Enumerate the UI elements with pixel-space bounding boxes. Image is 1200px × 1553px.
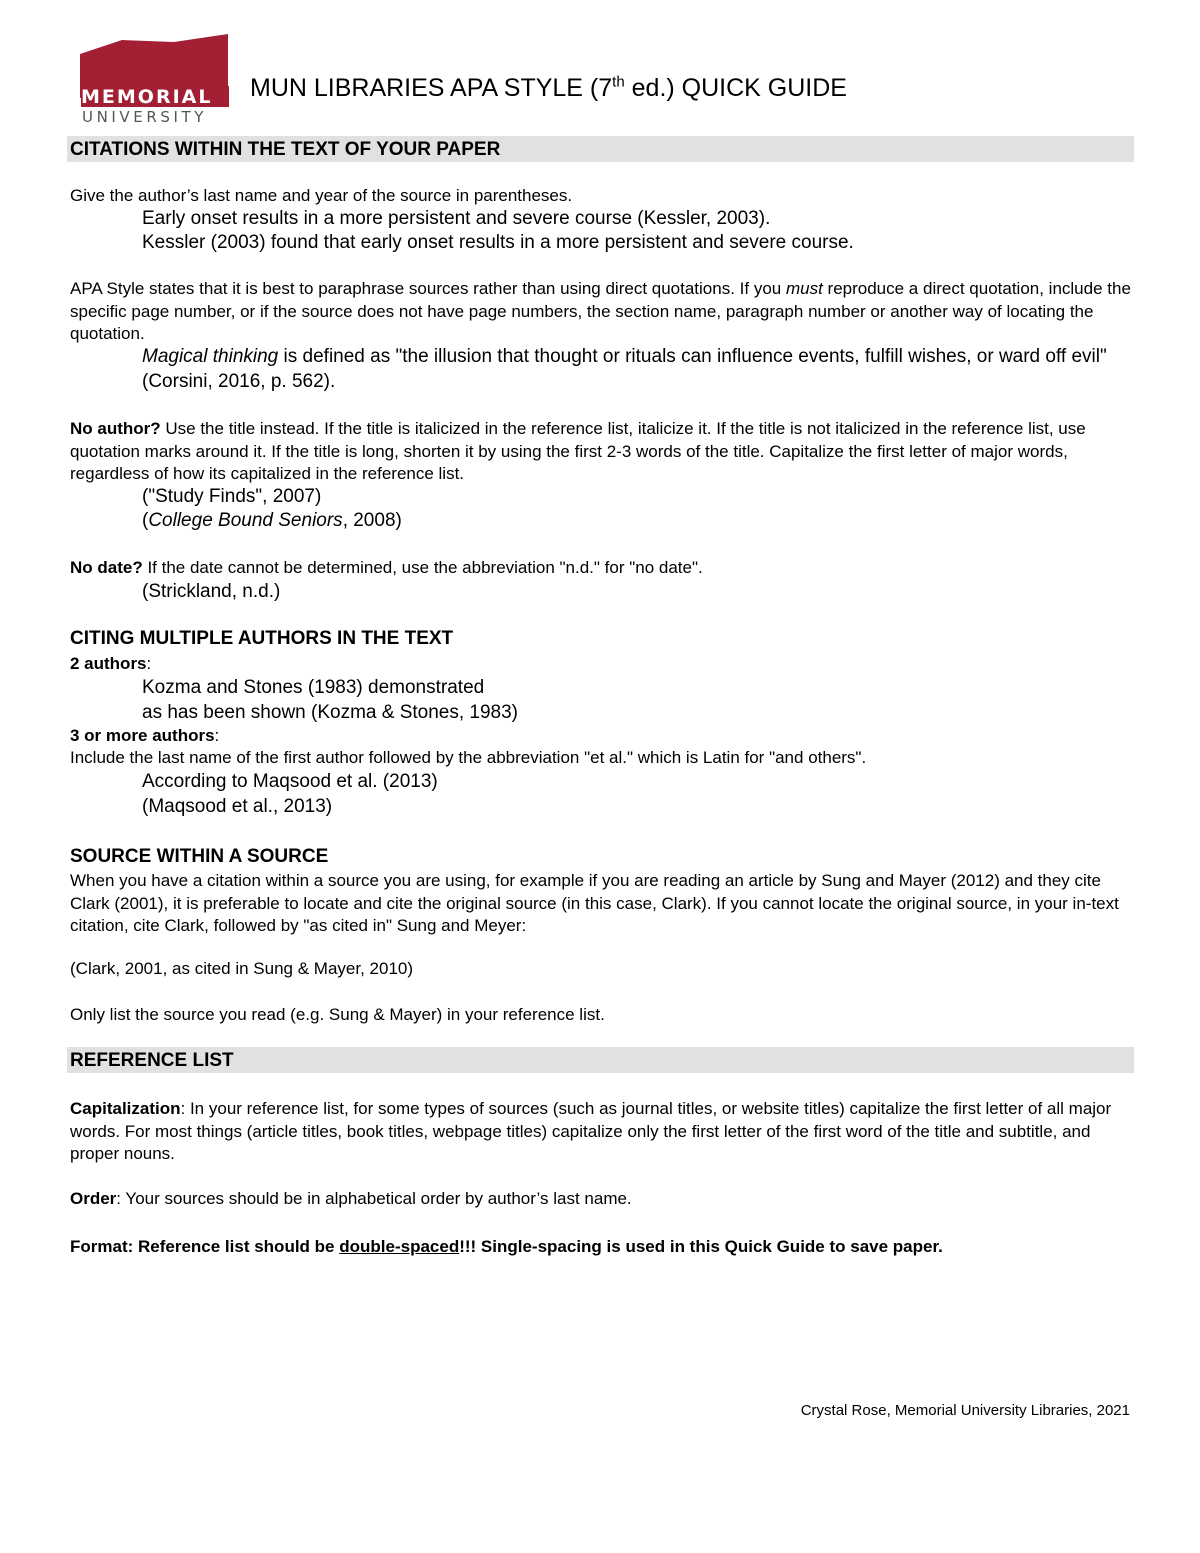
two-authors-colon: : (146, 654, 152, 673)
section-heading-reference-list-text: REFERENCE LIST (70, 1050, 234, 1071)
two-authors-label-line (70, 653, 151, 676)
three-authors-label: 3 or more authors (70, 726, 215, 745)
section-heading-citations-text: CITATIONS WITHIN THE TEXT OF YOUR PAPER (70, 139, 501, 160)
paraphrase-emphasis: must (785, 279, 823, 298)
capitalization-label: Capitalization (70, 1099, 181, 1118)
no-author-example-2-close: , 2008) (342, 510, 402, 531)
two-authors-label: 2 authors (70, 654, 147, 673)
order-text: : Your sources should be in alphabetical order by author’s last name. (116, 1189, 632, 1208)
section-heading-citations (67, 136, 1134, 162)
no-date-label: No date? (70, 558, 143, 577)
no-date-text: If the date cannot be determined, use the abbreviation "n.d." for "no date". (142, 558, 703, 577)
three-authors-colon: : (214, 726, 220, 745)
paraphrase-paragraph (70, 278, 1132, 346)
capitalization-paragraph (70, 1098, 1132, 1166)
format-text-a: Format: Reference list should be (70, 1237, 340, 1256)
section-heading-reference-list (67, 1047, 1134, 1073)
source-within-source-note: Only list the source you read (e.g. Sung & Mayer) in your reference list. (70, 1005, 605, 1024)
no-author-paragraph (70, 418, 1132, 486)
quotation-example (142, 345, 1117, 394)
footer-credit: Crystal Rose, Memorial University Libraries, 2021 (800, 1402, 1130, 1419)
quotation-text: is defined as "the illusion that thought or rituals can influence events, fulfill wishes, or ward off evil" (Corsini, 2016, p. 562). (142, 346, 1107, 392)
two-authors-example-2: as has been shown (Kozma & Stones, 1983) (142, 702, 519, 723)
citation-example-1: Early onset results in a more persistent and severe course (Kessler, 2003). (142, 208, 771, 229)
no-author-text: Use the title instead. If the title is italicized in the reference list, italicize it. If the title is not italicized in the reference list, use quotation marks around it. If the title is long, shorten it by using the first 2-3 words of the title. Capitalize the first letter of major words, regardless of how its capitalized in the reference list. (70, 419, 1086, 483)
page-title (250, 72, 847, 104)
page-title-superscript: th (612, 73, 625, 91)
logo-wordmark-memorial: MEMORIAL (81, 86, 229, 107)
paraphrase-text-a: APA Style states that it is best to paraphrase sources rather than using direct quotations. If you (70, 279, 786, 298)
section-heading-multiple-authors: CITING MULTIPLE AUTHORS IN THE TEXT (70, 628, 454, 649)
no-author-example-2-title: College Bound Seniors (148, 510, 343, 531)
three-authors-label-line (70, 725, 219, 748)
format-underlined: double-spaced (339, 1237, 460, 1256)
source-within-source-text: When you have a citation within a source you are using, for example if you are reading an article by Sung and Mayer (2012) and they cite Clark (2001), it is preferable to locate and cite the original source (in this case, Clark). If you cannot locate the original source, in your in-text citation, cite Clark, followed by "as cited in" Sung and Meyer: (70, 871, 1119, 935)
no-author-example-2 (142, 509, 402, 534)
no-date-paragraph (70, 557, 1132, 580)
no-author-label: No author? (70, 419, 161, 438)
logo-wordmark-university: UNIVERSITY (82, 108, 208, 126)
paraphrase-text-b: reproduce a direct quotation, include the specific page number, or if the source does not have page numbers, the section name, paragraph number or another way of locating the quotation. (70, 279, 1131, 343)
format-text-b: !!! Single-spacing is used in this Quick Guide to save paper. (459, 1237, 943, 1256)
three-authors-example-1: According to Maqsood et al. (2013) (142, 771, 438, 792)
source-within-source-example: (Clark, 2001, as cited in Sung & Mayer, 2010) (70, 959, 414, 978)
citation-example-2: Kessler (2003) found that early onset results in a more persistent and severe course. (142, 232, 854, 253)
section-heading-source-within-source: SOURCE WITHIN A SOURCE (70, 846, 329, 867)
capitalization-text: : In your reference list, for some types of sources (such as journal titles, or website titles) capitalize the first letter of all major words. For most things (article titles, book titles, webpage titles) capitalize only the first letter of the first word of the title and subtitle, and proper nouns. (70, 1099, 1112, 1163)
two-authors-example-1: Kozma and Stones (1983) demonstrated (142, 677, 485, 698)
no-date-example: (Strickland, n.d.) (142, 581, 281, 602)
three-authors-text: Include the last name of the first author followed by the abbreviation "et al." which is Latin for "and others". (70, 748, 867, 767)
order-paragraph (70, 1188, 1132, 1211)
format-paragraph (70, 1236, 1132, 1259)
page-title-main: MUN LIBRARIES APA STYLE (7 (250, 74, 613, 102)
citations-intro: Give the author’s last name and year of the source in parentheses. (70, 186, 573, 205)
no-author-example-1: ("Study Finds", 2007) (142, 486, 322, 507)
page-title-rest: ed.) QUICK GUIDE (624, 74, 847, 102)
memorial-university-logo (78, 32, 230, 128)
quotation-emphasis: Magical thinking (142, 346, 279, 367)
three-authors-example-2: (Maqsood et al., 2013) (142, 796, 333, 817)
no-author-example-2-open: ( (142, 510, 149, 531)
order-label: Order (70, 1189, 117, 1208)
